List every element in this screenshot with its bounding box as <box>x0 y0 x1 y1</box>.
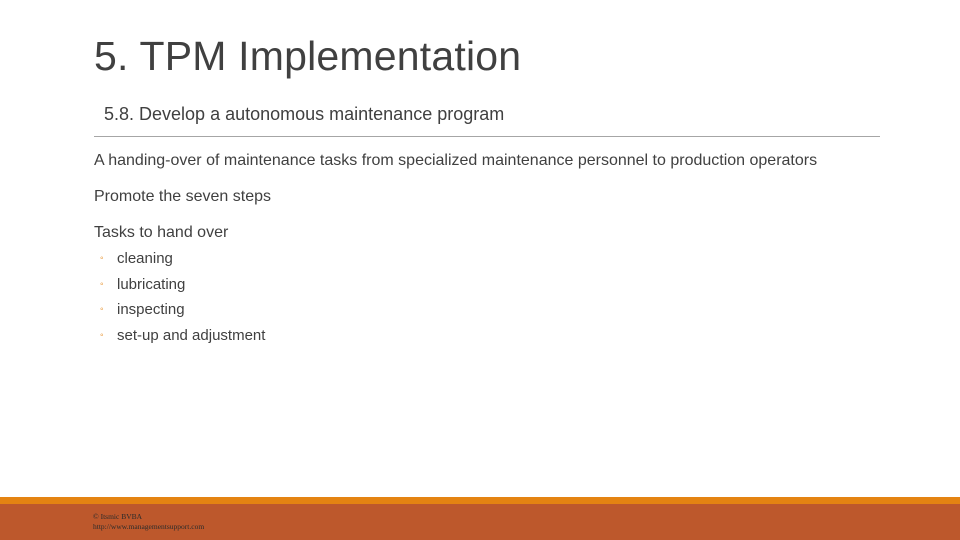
footer-url[interactable]: http://www.managementsupport.com <box>93 522 205 531</box>
bullet-icon: ◦ <box>100 278 104 290</box>
bullet-icon: ◦ <box>100 304 104 316</box>
slide-body <box>94 150 864 349</box>
list-item <box>94 246 864 272</box>
list-item-label: cleaning <box>117 250 173 267</box>
body-paragraph-seven-steps: Promote the seven steps <box>94 188 271 205</box>
slide-subtitle: 5.8. Develop a autonomous maintenance program <box>104 104 505 124</box>
slide-title: 5. TPM Implementation <box>94 33 522 79</box>
task-list <box>94 246 864 349</box>
footer-accent-stripe <box>0 497 960 504</box>
bullet-icon: ◦ <box>100 330 104 342</box>
list-item <box>94 323 864 349</box>
list-item <box>94 272 864 298</box>
list-item-label: lubricating <box>117 275 186 293</box>
title-divider <box>94 136 880 137</box>
list-item-label: inspecting <box>117 301 185 319</box>
list-item <box>94 297 864 323</box>
footer-copyright: © Itsmic BVBA <box>93 512 143 521</box>
bullet-icon: ◦ <box>100 253 104 264</box>
footer-credits <box>93 512 204 532</box>
list-item-label: set-up and adjustment <box>117 327 266 345</box>
body-paragraph-tasks: Tasks to hand over <box>94 224 229 241</box>
body-paragraph-handover: A handing-over of maintenance tasks from specialized maintenance personnel to production operators <box>94 152 818 169</box>
